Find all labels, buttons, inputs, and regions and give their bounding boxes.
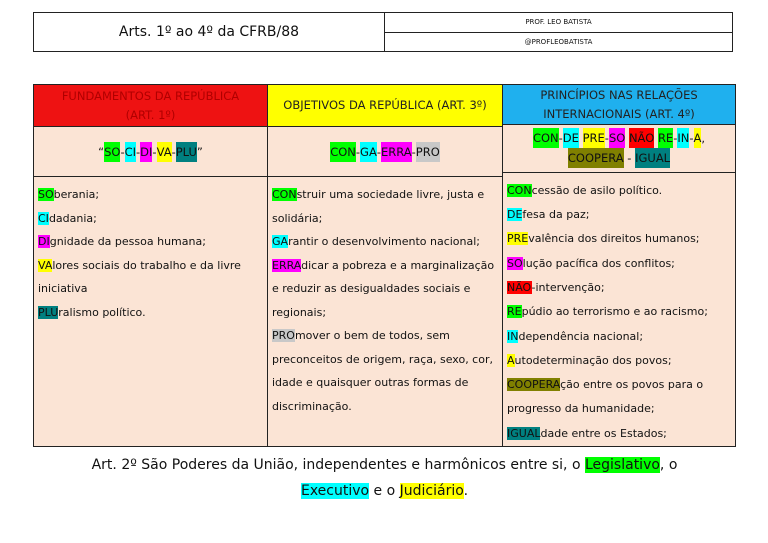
column-header [503, 85, 735, 125]
mnemonic-syllable: SO [609, 128, 625, 148]
item-initial-highlight: A [507, 353, 515, 367]
item-text: -intervenção; [531, 280, 605, 294]
item-initial-highlight: CI [38, 211, 49, 225]
mnemonic-separator: - [355, 144, 361, 159]
item-initial-highlight: VA [38, 258, 53, 272]
item-list [34, 177, 267, 446]
item-initial-highlight: CON [272, 188, 297, 201]
article-2-text [33, 452, 736, 504]
article-2-prefix: Art. 2º São Poderes da União, independentes e harmônicos entre si, o [91, 457, 585, 473]
item-text: gnidade da pessoa humana; [49, 235, 206, 248]
mnemonic-line [509, 148, 729, 168]
item-initial-highlight: PRE [507, 232, 529, 246]
item-text: ralismo político. [58, 305, 146, 319]
item-text: mover o bem de todos, sem preconceitos de origem, raça, sexo, cor, idade e quaisquer outras formas de discriminação. [272, 329, 493, 413]
item-text: utodeterminação dos povos; [514, 353, 672, 367]
document-title: Arts. 1º ao 4º da CFRB/88 [34, 13, 385, 51]
list-item [507, 325, 731, 349]
item-text: dadania; [48, 211, 97, 225]
mnemonic-syllable: ERRA [381, 142, 412, 162]
item-initial-highlight: ERRA [272, 258, 302, 272]
mnemonic-syllable: DI [140, 142, 152, 162]
item-initial-highlight: RE [507, 305, 522, 319]
mnemonic-syllable: A [694, 128, 702, 148]
list-item [507, 276, 731, 300]
mnemonic-syllable: PLU [176, 142, 197, 162]
mnemonic-row [503, 125, 735, 173]
list-item [272, 324, 498, 418]
mnemonic-separator: - [171, 144, 176, 159]
item-initial-highlight: SO [507, 256, 523, 270]
item-initial-highlight: COOPERA [507, 378, 561, 392]
mnemonic-separator: - [689, 131, 694, 146]
item-text: rantir o desenvolvimento nacional; [288, 235, 481, 248]
author-name: PROF. LEO BATISTA [525, 18, 592, 27]
list-item [507, 252, 731, 276]
item-text: dicar a pobreza e a marginalização e reduzir as desigualdades sociais e regionais; [272, 258, 495, 319]
column-header [34, 85, 267, 127]
item-initial-highlight: IN [507, 329, 519, 343]
mnemonic-line [509, 128, 729, 148]
item-text: berania; [53, 188, 100, 201]
item-initial-highlight: GA [272, 235, 289, 248]
list-item [507, 227, 731, 251]
article-2-sep1: , o [659, 457, 678, 473]
mnemonic-syllable: GA [360, 142, 377, 162]
column-principios [503, 85, 735, 446]
mnemonic-separator: “ [98, 144, 105, 159]
column-header-line2: (ART. 1º) [125, 107, 176, 122]
list-item [38, 183, 263, 207]
article-2-sep2: e o [369, 483, 400, 499]
column-fundamentos [34, 85, 268, 446]
list-item [38, 301, 263, 325]
list-item [507, 422, 731, 446]
column-header-line1: FUNDAMENTOS DA REPÚBLICA [61, 88, 240, 103]
item-initial-highlight: SO [38, 188, 54, 201]
executivo-highlight: Executivo [300, 483, 370, 499]
mnemonic-syllable: SO [104, 142, 120, 162]
mnemonic-separator: - [411, 144, 416, 159]
mnemonic-syllable: CON [330, 142, 356, 162]
item-initial-highlight: IGUAL [507, 426, 541, 440]
list-item [272, 183, 498, 230]
item-text: struir uma sociedade livre, justa e solidária; [272, 188, 485, 225]
mnemonic-row [34, 127, 267, 177]
list-item [38, 230, 263, 254]
author-block [385, 13, 732, 51]
item-initial-highlight: DI [38, 235, 50, 248]
mnemonic-syllable: RE [658, 128, 673, 148]
mnemonic-separator: , [701, 131, 706, 146]
list-item [507, 203, 731, 227]
document-header [33, 12, 733, 52]
mnemonic-separator: - [152, 144, 157, 159]
mnemonic-separator: - [376, 144, 381, 159]
mnemonic-syllable: COOPERA [568, 148, 624, 168]
mnemonic-separator: - [604, 131, 609, 146]
item-text: púdio ao terrorismo e ao racismo; [521, 305, 708, 319]
item-initial-highlight: NÃO [507, 280, 532, 294]
column-header-line1: PRINCÍPIOS NAS RELAÇÕES [540, 87, 698, 102]
article-2-suffix: . [463, 483, 469, 499]
list-item [38, 207, 263, 231]
mnemonic-syllable: DE [563, 128, 579, 148]
mnemonic-row [268, 127, 502, 177]
item-list [268, 177, 502, 446]
mnemonic-separator: - [673, 131, 678, 146]
item-initial-highlight: CON [507, 183, 532, 197]
mnemonic-separator: - [136, 144, 141, 159]
item-text: ção entre os povos para o progresso da humanidade; [507, 378, 704, 416]
item-text: dade entre os Estados; [540, 426, 667, 440]
mnemonic-separator: - [558, 131, 563, 146]
list-item [507, 349, 731, 373]
item-text: lução pacífica dos conflitos; [522, 256, 675, 270]
column-objetivos [268, 85, 503, 446]
author-handle: @PROFLEOBATISTA [385, 32, 732, 52]
item-text: dependência nacional; [518, 329, 644, 343]
item-text: fesa da paz; [522, 208, 590, 222]
item-list [503, 173, 735, 446]
mnemonic-syllable: NÃO [629, 128, 654, 148]
list-item [507, 300, 731, 324]
mnemonic-syllable: IGUAL [635, 148, 670, 168]
mnemonic-syllable: CI [125, 142, 136, 162]
mnemonic-separator: - [120, 144, 125, 159]
mnemonic-syllable: CON [533, 128, 559, 148]
mnemonic-separator: ” [196, 144, 203, 159]
mnemonic-line [40, 142, 261, 162]
list-item [507, 373, 731, 422]
legislativo-highlight: Legislativo [584, 457, 660, 473]
summary-table [33, 84, 736, 447]
list-item [38, 254, 263, 301]
item-initial-highlight: PLU [38, 305, 59, 319]
mnemonic-syllable: PRE [583, 128, 605, 148]
mnemonic-line [274, 142, 496, 162]
item-text: valência dos direitos humanos; [528, 232, 700, 246]
list-item [272, 254, 498, 325]
mnemonic-syllable: VA [157, 142, 172, 162]
item-text: cessão de asilo político. [531, 183, 663, 197]
mnemonic-syllable: IN [677, 128, 689, 148]
column-header-line2: INTERNACIONAIS (ART. 4º) [543, 106, 695, 121]
item-initial-highlight: PRO [272, 329, 295, 342]
column-header-line1: OBJETIVOS DA REPÚBLICA (ART. 3º) [283, 98, 487, 112]
mnemonic-separator: - [623, 151, 636, 166]
mnemonic-syllable: PRO [416, 142, 440, 162]
judiciario-highlight: Judiciário [399, 483, 464, 499]
item-text: lores sociais do trabalho e da livre iniciativa [38, 258, 241, 295]
column-header [268, 85, 502, 127]
list-item [272, 230, 498, 254]
item-initial-highlight: DE [507, 208, 523, 222]
list-item [507, 179, 731, 203]
